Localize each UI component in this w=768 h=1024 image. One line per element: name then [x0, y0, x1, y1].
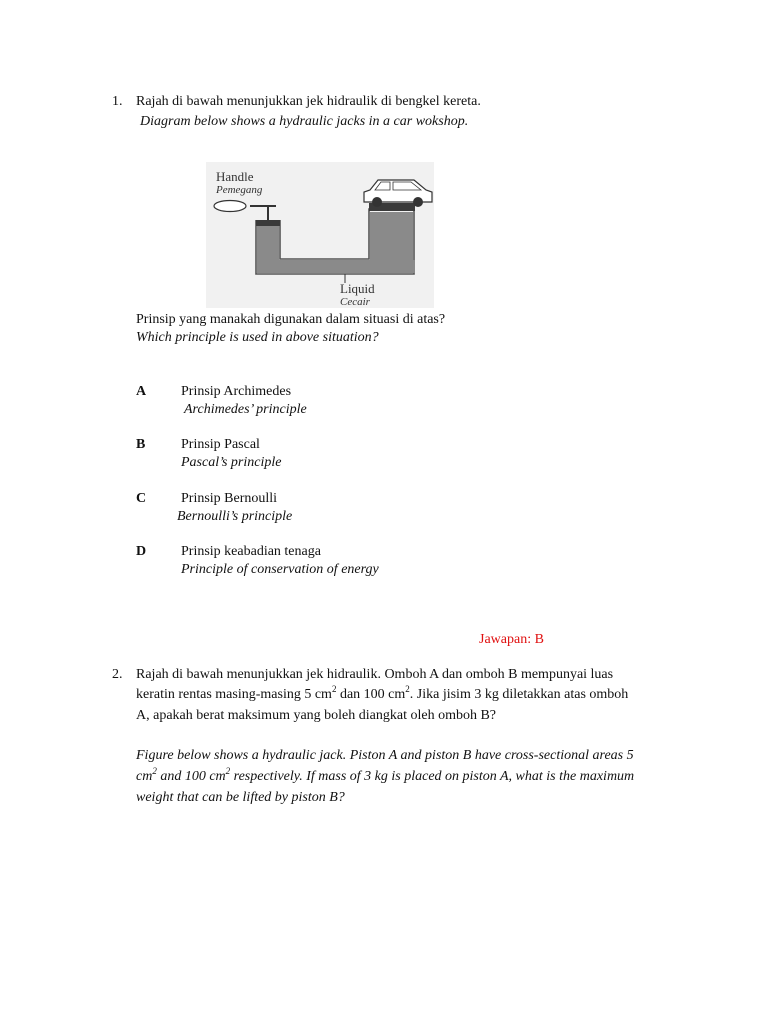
option-c-letter: C	[136, 491, 147, 506]
q2-english-line-3: weight that can be lifted by piston B?	[136, 790, 345, 805]
hydraulic-jack-diagram	[206, 162, 434, 308]
option-a-malay: Prinsip Archimedes	[181, 384, 292, 399]
option-d-malay: Prinsip keabadian tenaga	[181, 544, 321, 559]
liquid-right	[370, 212, 413, 260]
q1-text-malay: Rajah di bawah menunjukkan jek hidraulik di bengkel kereta.	[136, 94, 481, 109]
q2-english-line-2: $cm^2$ and 100 $cm^2$ respectively. If mass of 3 kg is placed on piston A, what is the maximum	[136, 766, 635, 784]
option-b-malay: Prinsip Pascal	[181, 437, 260, 452]
q1-text-english: Diagram below shows a hydraulic jacks in a car wokshop.	[140, 114, 469, 129]
handle-label: Handle	[216, 169, 254, 184]
option-b-english: Pascal’s principle	[181, 455, 282, 470]
q1-prompt-english: Which principle is used in above situation?	[136, 330, 379, 345]
option-d-letter: D	[136, 544, 147, 559]
liquid-left	[257, 226, 279, 273]
q1-number: 1.	[112, 94, 123, 109]
liquid-bottom	[279, 260, 415, 273]
option-c-malay: Prinsip Bernoulli	[181, 491, 278, 506]
q2-malay-line-1: Rajah di bawah menunjukkan jek hidraulik. Omboh A dan omboh B mempunyai luas	[136, 667, 614, 682]
q2-number: 2.	[112, 667, 123, 682]
liquid-label-malay: Cecair	[340, 296, 370, 308]
q1-prompt-malay: Prinsip yang manakah digunakan dalam situasi di atas?	[136, 312, 446, 327]
liquid-label: Liquid	[340, 281, 375, 296]
option-a-english: Archimedes’ principle	[184, 402, 307, 417]
option-a-letter: A	[136, 384, 147, 399]
q2-malay-line-3: A, apakah berat maksimum yang boleh diangkat oleh omboh B?	[136, 708, 497, 723]
option-b-letter: B	[136, 437, 146, 452]
car-icon	[364, 180, 432, 207]
small-piston	[256, 220, 280, 226]
q2-english-line-1: Figure below shows a hydraulic jack. Piston A and piston B have cross-sectional areas 5	[136, 748, 634, 763]
handle-grip	[214, 201, 246, 212]
q2-malay-line-2: keratin rentas masing-masing 5 $cm^2$ dan 100 $cm^2$. Jika jisim 3 kg diletakkan atas omboh	[136, 684, 629, 702]
answer-label: Jawapan: B	[479, 632, 544, 647]
hydraulic-jack-figure	[206, 162, 434, 308]
option-c-english: Bernoulli’s principle	[177, 509, 293, 524]
option-d-english: Principle of conservation of energy	[181, 562, 379, 577]
handle-label-malay: Pemegang	[216, 184, 263, 196]
